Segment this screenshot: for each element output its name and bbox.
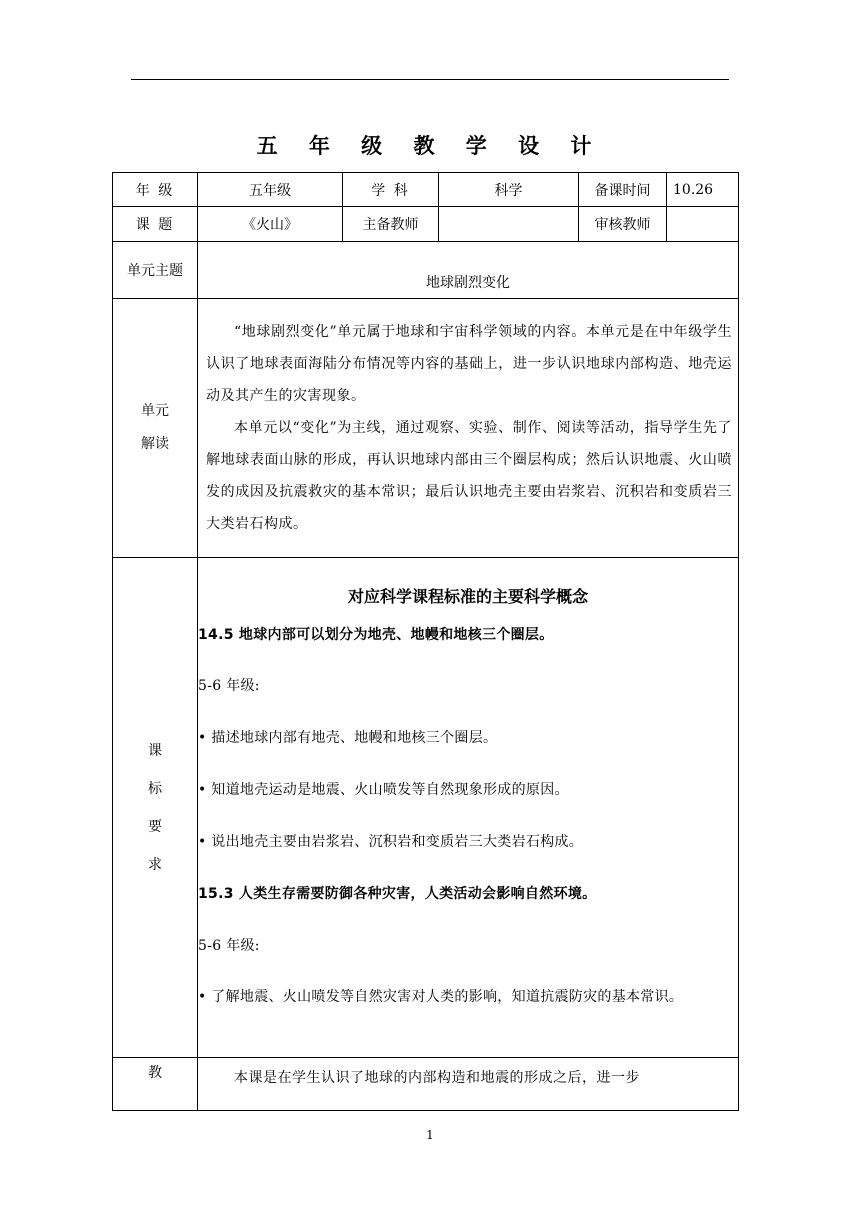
lesson-plan-table — [112, 172, 739, 1111]
prep-time-label: 备课时间 — [579, 173, 667, 207]
list-item: • 说出地壳主要由岩浆岩、沉积岩和变质岩三大类岩石构成。 — [198, 834, 584, 850]
standards-heading: 对应科学课程标准的主要科学概念 — [347, 587, 588, 606]
main-teacher-label: 主备教师 — [343, 207, 439, 242]
header-rule — [131, 79, 729, 80]
subject-label: 学 科 — [343, 173, 439, 207]
unit-reading-paragraph-2: 本单元以“变化”为主线，通过观察、实验、制作、阅读等活动，指导学生先了解地球表面山脉的形成，再认识地球内部由三个圈层构成；然后认识地震、火山喷发的成因及抗震救灾的基本常识；最后认识地壳主要由岩浆岩、沉积岩和变质岩三大类岩石构成。 — [206, 420, 732, 532]
unit-reading-content — [198, 299, 739, 558]
grade-band-2: 5-6 年级: — [198, 938, 260, 954]
grade-band-1: 5-6 年级: — [198, 678, 260, 694]
unit-reading-label-line2: 解读 — [141, 436, 169, 452]
teaching-content — [198, 1058, 739, 1111]
prep-time-value: 10.26 — [667, 173, 739, 207]
grade-label: 年 级 — [113, 173, 198, 207]
info-row-1 — [113, 173, 739, 207]
curriculum-label-char: 要 — [148, 818, 162, 835]
curriculum-label — [113, 558, 198, 1058]
curriculum-label-char: 求 — [148, 856, 162, 873]
curriculum-content — [198, 558, 739, 1058]
list-item: • 知道地壳运动是地震、火山喷发等自然现象形成的原因。 — [198, 782, 569, 798]
unit-theme-label: 单元主题 — [113, 242, 198, 299]
main-teacher-value — [439, 207, 579, 242]
page-number: 1 — [426, 1128, 434, 1142]
unit-reading-row — [113, 299, 739, 558]
grade-value: 五年级 — [198, 173, 343, 207]
concept-15-3: 15.3 人类生存需要防御各种灾害，人类活动会影响自然环境。 — [198, 886, 597, 902]
curriculum-label-char: 课 — [148, 742, 162, 759]
reviewer-value — [667, 207, 739, 242]
unit-theme-row — [113, 242, 739, 299]
unit-reading-paragraph-1: “地球剧烈变化”单元属于地球和宇宙科学领域的内容。本单元是在中年级学生认识了地球表面海陆分布情况等内容的基础上，进一步认识地球内部构造、地壳运动及其产生的灾害现象。 — [206, 324, 732, 404]
reviewer-label: 审核教师 — [579, 207, 667, 242]
curriculum-label-char: 标 — [148, 780, 162, 797]
subject-value: 科学 — [439, 173, 579, 207]
teaching-label: 教 — [113, 1058, 198, 1111]
teaching-paragraph: 本课是在学生认识了地球的内部构造和地震的形成之后，进一步 — [234, 1070, 640, 1086]
document-title: 五 年 级 教 学 设 计 — [256, 134, 604, 158]
concept-14-5: 14.5 地球内部可以划分为地壳、地幔和地核三个圈层。 — [198, 627, 554, 643]
curriculum-row — [113, 558, 739, 1058]
unit-reading-label — [113, 299, 198, 558]
topic-label: 课 题 — [113, 207, 198, 242]
info-row-2 — [113, 207, 739, 242]
list-item: • 了解地震、火山喷发等自然灾害对人类的影响，知道抗震防灾的基本常识。 — [198, 989, 684, 1005]
teaching-row — [113, 1058, 739, 1111]
list-item: • 描述地球内部有地壳、地幔和地核三个圈层。 — [198, 730, 498, 746]
topic-value: 《火山》 — [198, 207, 343, 242]
unit-reading-label-line1: 单元 — [141, 403, 169, 419]
unit-theme-value: 地球剧烈变化 — [198, 242, 739, 299]
